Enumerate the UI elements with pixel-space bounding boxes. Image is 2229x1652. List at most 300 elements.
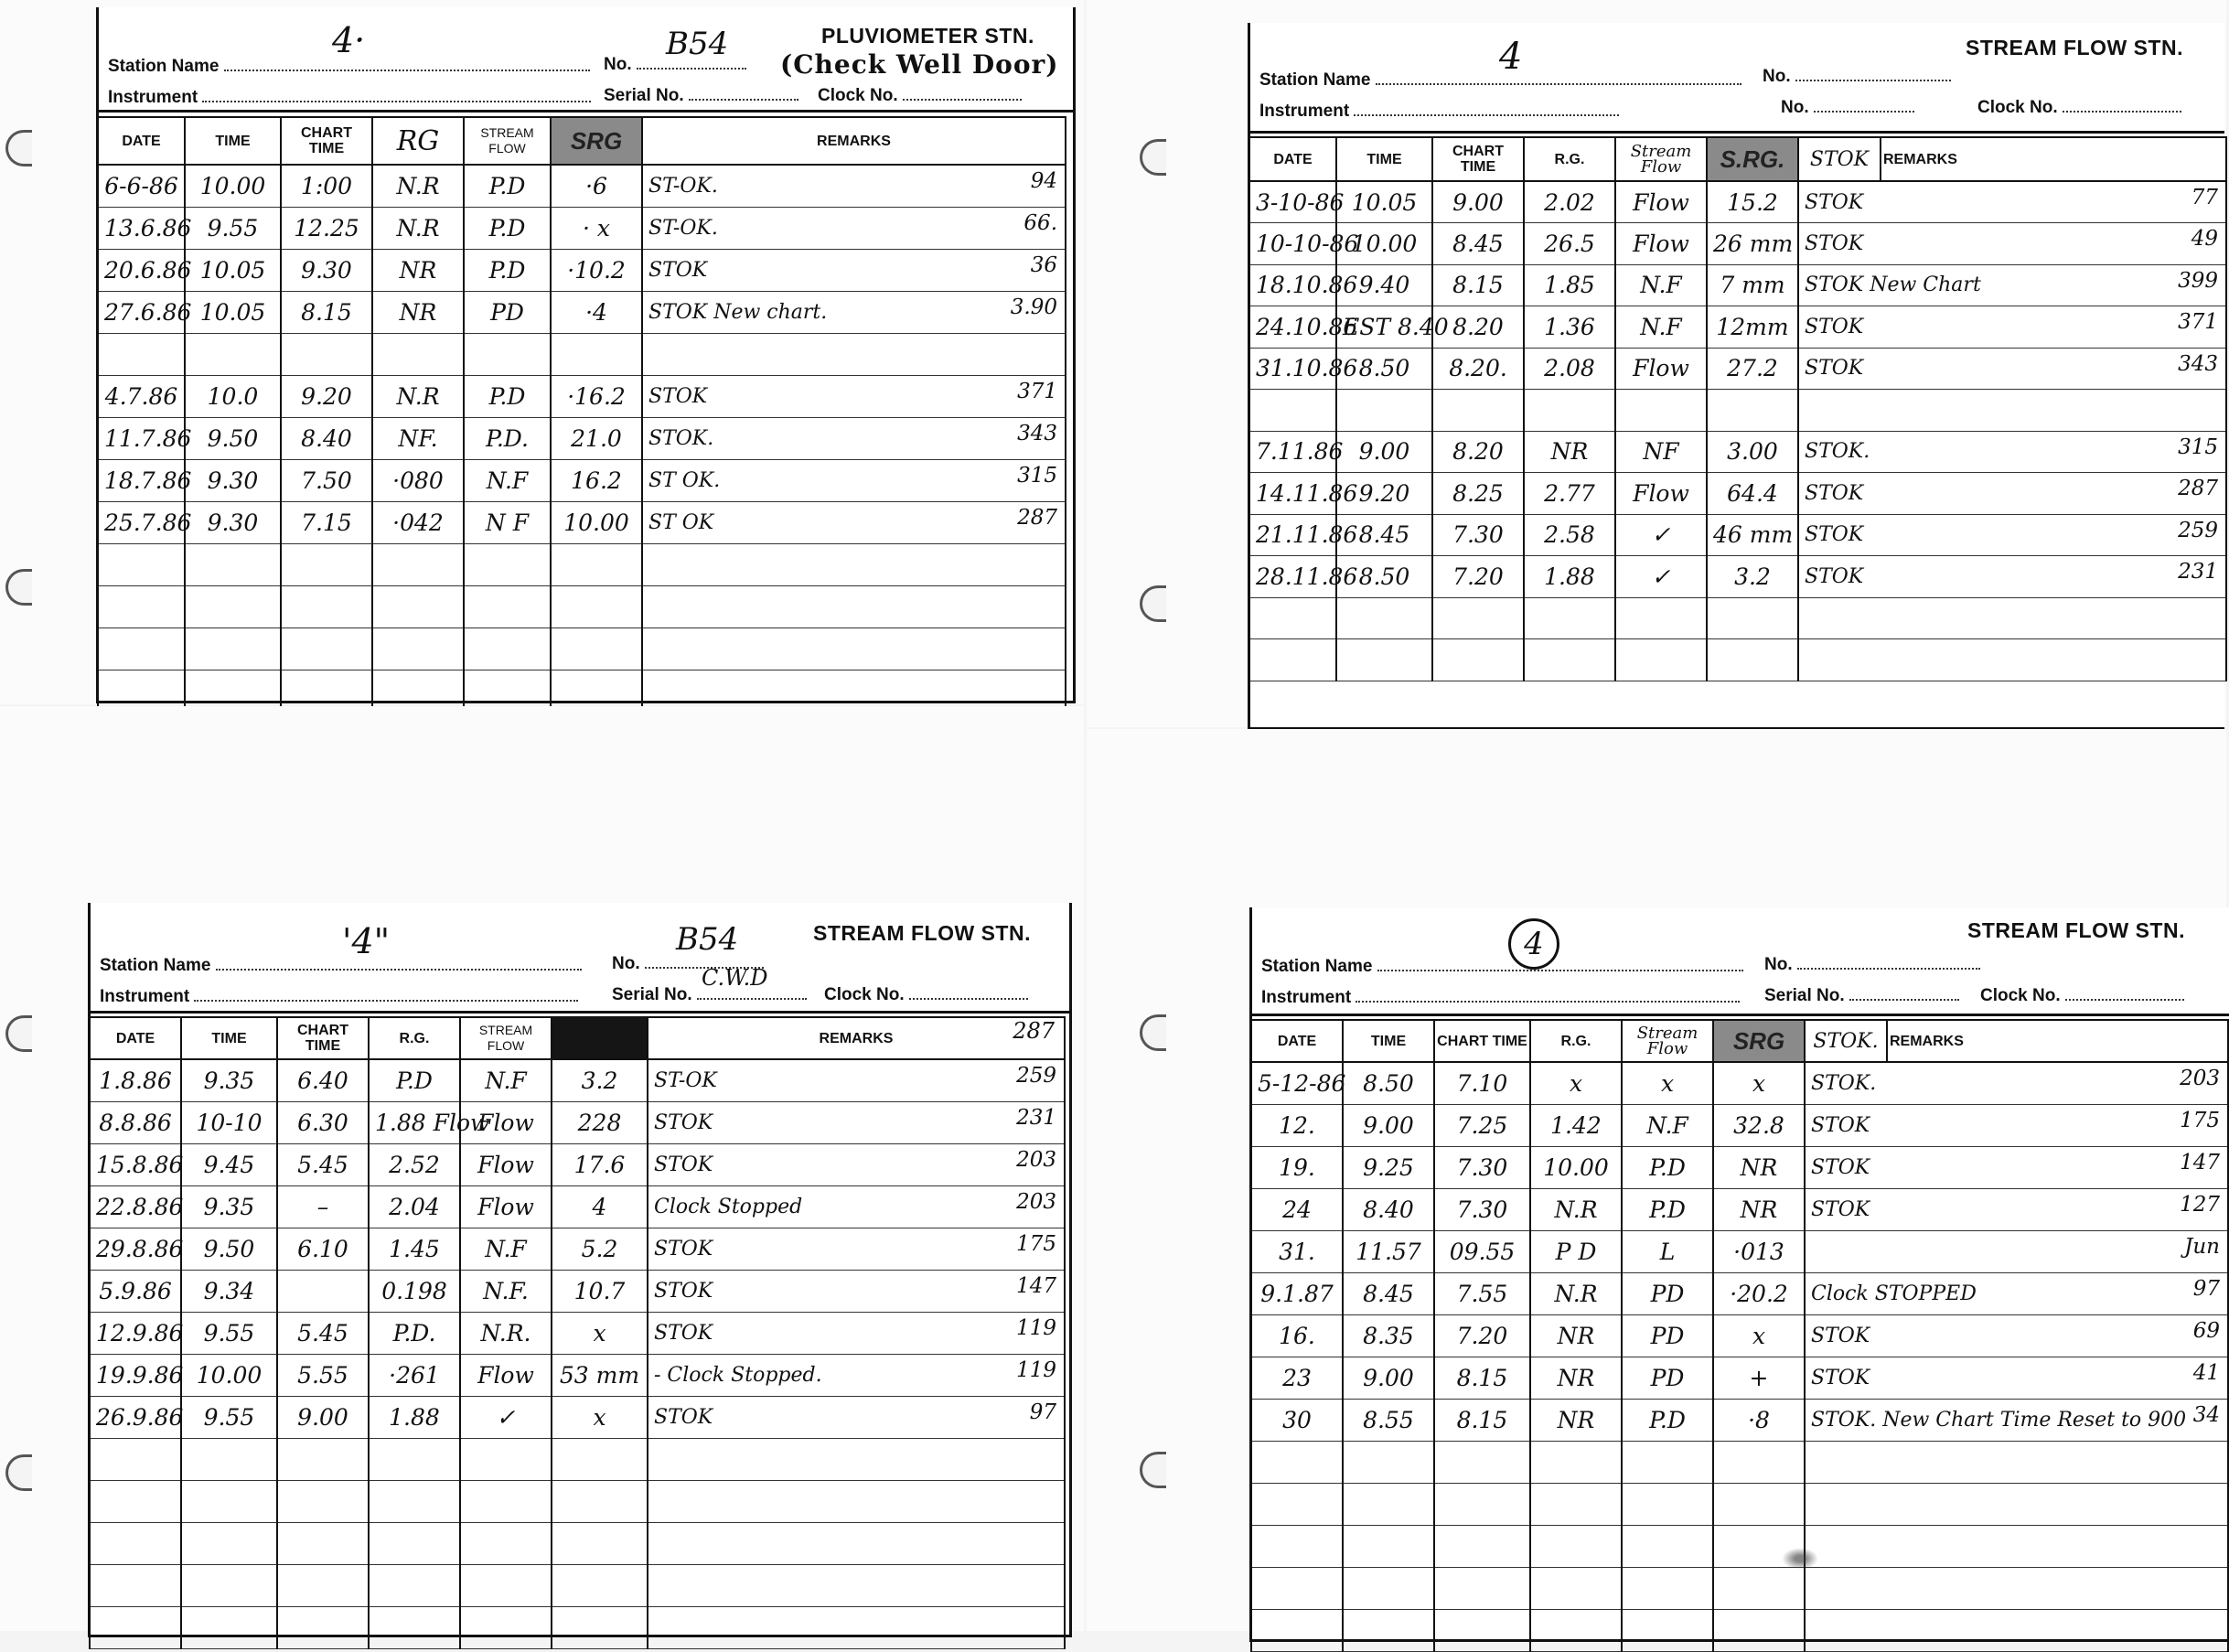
cell-srg: NR bbox=[1713, 1188, 1805, 1230]
cell-rg: NF. bbox=[372, 417, 464, 459]
cell-flow bbox=[460, 1480, 552, 1522]
cell-date bbox=[90, 1480, 181, 1522]
station-name-value: '4" bbox=[342, 921, 391, 961]
cell-srg: NR bbox=[1713, 1146, 1805, 1188]
col-srg: SRG bbox=[1713, 1020, 1805, 1062]
cell-remarks bbox=[1805, 1272, 2228, 1314]
cell-srg: + bbox=[1713, 1357, 1805, 1399]
cell-remarks bbox=[1798, 306, 2226, 349]
cell-srg: ·20.2 bbox=[1713, 1272, 1805, 1314]
table-row bbox=[98, 375, 1066, 417]
cell-time: 10.00 bbox=[181, 1354, 277, 1396]
table-row bbox=[98, 501, 1066, 543]
col-rg: R.G. bbox=[369, 1017, 460, 1059]
cell-rg: 2.52 bbox=[369, 1143, 460, 1185]
cell-time bbox=[181, 1480, 277, 1522]
cell-rg: N.R bbox=[1530, 1188, 1622, 1230]
log-table bbox=[1250, 1019, 2229, 1652]
log-table bbox=[97, 116, 1066, 713]
table-row bbox=[1251, 1314, 2228, 1357]
cell-flow: Flow bbox=[1615, 181, 1707, 223]
clock-label: Clock No. bbox=[818, 82, 1022, 106]
cell-rg: 10.00 bbox=[1530, 1146, 1622, 1188]
cell-remarks bbox=[648, 1606, 1065, 1648]
cell-remarks bbox=[648, 1059, 1065, 1101]
cell-srg: ·10.2 bbox=[551, 249, 642, 291]
instrument-label: Instrument bbox=[108, 84, 591, 108]
punch-hole bbox=[5, 1454, 32, 1491]
cell-date: 6-6-86 bbox=[98, 165, 185, 207]
cell-chart: 7.10 bbox=[1434, 1062, 1530, 1104]
log-rows bbox=[90, 1059, 1065, 1648]
cell-flow: ✓ bbox=[460, 1396, 552, 1438]
cell-time: 8.40 bbox=[1343, 1188, 1434, 1230]
header-rule bbox=[1252, 1014, 2229, 1016]
cell-rg: 2.08 bbox=[1524, 348, 1615, 390]
cell-srg bbox=[551, 543, 642, 585]
col-chart-time: CHART TIME bbox=[1434, 1020, 1530, 1062]
table-row bbox=[90, 1228, 1065, 1270]
cell-remarks bbox=[1805, 1357, 2228, 1399]
cell-time bbox=[1343, 1567, 1434, 1609]
running-total: 175 bbox=[2180, 1108, 2220, 1132]
cell-flow: N.R. bbox=[460, 1312, 552, 1354]
cell-srg: x bbox=[1713, 1062, 1805, 1104]
cell-remarks bbox=[642, 585, 1066, 628]
remarks-text: - Clock Stopped. bbox=[654, 1363, 822, 1387]
cell-chart: 8.20 bbox=[1432, 431, 1524, 473]
cell-chart bbox=[1432, 390, 1524, 432]
punch-hole bbox=[1140, 139, 1166, 176]
cell-remarks bbox=[1805, 1609, 2228, 1651]
cell-flow: P.D bbox=[464, 165, 551, 207]
remarks-text: STOK bbox=[654, 1110, 713, 1134]
remarks-text: STOK bbox=[654, 1279, 713, 1303]
table-row bbox=[98, 333, 1066, 375]
cell-flow bbox=[464, 543, 551, 585]
cell-date: 29.8.86 bbox=[90, 1228, 181, 1270]
cell-rg bbox=[1524, 639, 1615, 681]
cell-remarks bbox=[642, 501, 1066, 543]
cell-srg bbox=[552, 1522, 648, 1564]
cell-time: 9.50 bbox=[181, 1228, 277, 1270]
running-total: 41 bbox=[2192, 1360, 2220, 1385]
cell-remarks bbox=[642, 628, 1066, 670]
station-name-label: Station Name bbox=[1259, 67, 1741, 91]
cell-flow: N.F. bbox=[460, 1270, 552, 1312]
cell-date: 12.9.86 bbox=[90, 1312, 181, 1354]
log-card bbox=[1249, 907, 2229, 1642]
cell-srg: 53 mm bbox=[552, 1354, 648, 1396]
cell-rg: 1.85 bbox=[1524, 264, 1615, 306]
cell-time bbox=[1343, 1609, 1434, 1651]
table-row bbox=[1251, 1104, 2228, 1146]
table-row bbox=[1249, 181, 2226, 223]
cell-time: 9.00 bbox=[1343, 1357, 1434, 1399]
cell-date: 31. bbox=[1251, 1230, 1343, 1272]
table-row bbox=[1251, 1146, 2228, 1188]
cell-chart bbox=[1432, 639, 1524, 681]
cell-chart: 8.40 bbox=[281, 417, 372, 459]
cell-remarks bbox=[648, 1270, 1065, 1312]
cell-chart: 7.30 bbox=[1434, 1146, 1530, 1188]
cell-rg: 0.198 bbox=[369, 1270, 460, 1312]
cell-rg bbox=[1530, 1525, 1622, 1567]
cell-chart bbox=[277, 1480, 369, 1522]
cell-rg bbox=[1524, 390, 1615, 432]
col-stream-flow: Stream Flow bbox=[1622, 1020, 1713, 1062]
cell-remarks bbox=[642, 207, 1066, 249]
cell-date: 4.7.86 bbox=[98, 375, 185, 417]
cell-chart: 12.25 bbox=[281, 207, 372, 249]
cell-rg: NR bbox=[1530, 1314, 1622, 1357]
cell-flow: N.F bbox=[464, 459, 551, 501]
cell-chart: 7.55 bbox=[1434, 1272, 1530, 1314]
cell-date: 15.8.86 bbox=[90, 1143, 181, 1185]
cell-srg bbox=[1713, 1483, 1805, 1525]
cell-chart: 8.15 bbox=[1434, 1399, 1530, 1441]
remarks-text: STOK. bbox=[648, 426, 714, 450]
table-row bbox=[90, 1606, 1065, 1648]
station-type-title: PLUVIOMETER STN. bbox=[821, 24, 1034, 48]
cell-time bbox=[1336, 597, 1432, 639]
cell-srg: x bbox=[552, 1396, 648, 1438]
punch-hole bbox=[1140, 585, 1166, 622]
cell-flow bbox=[464, 333, 551, 375]
header-total: 287 bbox=[1013, 1018, 1055, 1044]
remarks-text: STOK bbox=[654, 1237, 713, 1260]
cell-srg: 27.2 bbox=[1707, 348, 1798, 390]
remarks-text: STOK bbox=[1811, 1113, 1870, 1137]
cell-srg: 64.4 bbox=[1707, 473, 1798, 515]
cell-date: 10-10-86 bbox=[1249, 223, 1336, 265]
cell-chart bbox=[281, 628, 372, 670]
remarks-text: Clock STOPPED bbox=[1811, 1282, 1977, 1305]
cell-srg bbox=[1707, 390, 1798, 432]
cell-rg bbox=[369, 1438, 460, 1480]
col-chart-time: CHART TIME bbox=[1432, 137, 1524, 181]
remarks-text: STOK bbox=[648, 384, 708, 408]
running-total: 203 bbox=[2180, 1067, 2220, 1090]
cell-date: 20.6.86 bbox=[98, 249, 185, 291]
no-label: No. bbox=[604, 51, 746, 75]
cell-remarks bbox=[648, 1312, 1065, 1354]
cell-date: 12. bbox=[1251, 1104, 1343, 1146]
cell-time: 9.35 bbox=[181, 1185, 277, 1228]
cell-rg bbox=[1530, 1483, 1622, 1525]
cell-date bbox=[1251, 1441, 1343, 1483]
cell-time: 10.0 bbox=[185, 375, 281, 417]
cell-flow: Flow bbox=[1615, 348, 1707, 390]
cell-date: 16. bbox=[1251, 1314, 1343, 1357]
cell-date: 5-12-86 bbox=[1251, 1062, 1343, 1104]
cell-rg bbox=[369, 1522, 460, 1564]
station-name-value: 4 bbox=[1508, 918, 1559, 970]
table-row bbox=[98, 417, 1066, 459]
table-row bbox=[1249, 390, 2226, 432]
cell-rg: ·261 bbox=[369, 1354, 460, 1396]
cell-time: 9.55 bbox=[181, 1396, 277, 1438]
cell-remarks bbox=[648, 1185, 1065, 1228]
cell-time: 9.00 bbox=[1336, 431, 1432, 473]
cell-time: 8.50 bbox=[1343, 1062, 1434, 1104]
cell-srg bbox=[1707, 597, 1798, 639]
table-row bbox=[1249, 597, 2226, 639]
serial-value: C.W.D bbox=[702, 965, 768, 991]
cell-chart bbox=[277, 1522, 369, 1564]
cell-srg bbox=[551, 628, 642, 670]
cell-date: 24 bbox=[1251, 1188, 1343, 1230]
cell-date: 25.7.86 bbox=[98, 501, 185, 543]
cell-chart: 5.55 bbox=[277, 1354, 369, 1396]
remarks-text: Clock Stopped bbox=[654, 1195, 803, 1218]
cell-remarks bbox=[642, 417, 1066, 459]
cell-date bbox=[98, 628, 185, 670]
cell-flow: Flow bbox=[460, 1143, 552, 1185]
cell-flow bbox=[460, 1522, 552, 1564]
cell-remarks bbox=[648, 1522, 1065, 1564]
remarks-text: ST-OK. bbox=[648, 174, 718, 198]
col-remarks: REMARKS bbox=[1887, 1020, 2228, 1062]
cell-date bbox=[1249, 390, 1336, 432]
cell-srg: 228 bbox=[552, 1101, 648, 1143]
cell-remarks bbox=[642, 249, 1066, 291]
cell-flow: L bbox=[1622, 1230, 1713, 1272]
station-name-value: 4· bbox=[332, 20, 366, 60]
cell-rg: ·042 bbox=[372, 501, 464, 543]
cell-remarks bbox=[642, 459, 1066, 501]
cell-date: 28.11.86 bbox=[1249, 556, 1336, 598]
cell-srg bbox=[552, 1564, 648, 1606]
cell-flow: N.F bbox=[460, 1228, 552, 1270]
cell-flow: ✓ bbox=[1615, 514, 1707, 556]
cell-flow: x bbox=[1622, 1062, 1713, 1104]
cell-time bbox=[185, 585, 281, 628]
cell-rg: 2.58 bbox=[1524, 514, 1615, 556]
cell-rg: 1.88 bbox=[1524, 556, 1615, 598]
col-time: TIME bbox=[1343, 1020, 1434, 1062]
cell-rg: 1.42 bbox=[1530, 1104, 1622, 1146]
table-row bbox=[98, 585, 1066, 628]
cell-flow bbox=[460, 1564, 552, 1606]
table-row bbox=[90, 1059, 1065, 1101]
cell-chart: 6.40 bbox=[277, 1059, 369, 1101]
cell-rg: 1.88 Flow bbox=[369, 1101, 460, 1143]
cell-chart: 7.20 bbox=[1432, 556, 1524, 598]
table-row bbox=[90, 1312, 1065, 1354]
cell-time: 9.30 bbox=[185, 459, 281, 501]
col-stream-flow: Stream Flow bbox=[1615, 137, 1707, 181]
cell-srg bbox=[551, 333, 642, 375]
running-total: 315 bbox=[1017, 463, 1057, 488]
cell-srg: 12mm bbox=[1707, 306, 1798, 349]
cell-remarks bbox=[648, 1228, 1065, 1270]
cell-remarks bbox=[1798, 473, 2226, 515]
cell-rg: N.R bbox=[1530, 1272, 1622, 1314]
col-blacked-out bbox=[552, 1017, 648, 1059]
cell-date: 14.11.86 bbox=[1249, 473, 1336, 515]
remarks-text: STOK bbox=[1805, 315, 1864, 338]
cell-rg: N.R bbox=[372, 375, 464, 417]
log-table bbox=[89, 1016, 1066, 1649]
table-row bbox=[90, 1270, 1065, 1312]
remarks-text: STOK bbox=[1805, 357, 1864, 381]
cell-srg: ·013 bbox=[1713, 1230, 1805, 1272]
table-row bbox=[90, 1143, 1065, 1185]
table-row bbox=[98, 165, 1066, 207]
cell-date bbox=[1249, 597, 1336, 639]
col-remarks: REMARKS bbox=[1881, 137, 2226, 181]
log-rows bbox=[1251, 1062, 2228, 1651]
cell-chart: 9.30 bbox=[281, 249, 372, 291]
cell-rg: ·080 bbox=[372, 459, 464, 501]
cell-srg: x bbox=[552, 1312, 648, 1354]
table-row bbox=[1251, 1609, 2228, 1651]
cell-flow: P.D. bbox=[464, 417, 551, 459]
cell-srg bbox=[1713, 1609, 1805, 1651]
running-total: Jun bbox=[2184, 1234, 2220, 1259]
cell-date bbox=[98, 585, 185, 628]
cell-chart: 9.20 bbox=[281, 375, 372, 417]
cell-chart: 8.15 bbox=[1434, 1357, 1530, 1399]
cell-srg: 3.2 bbox=[1707, 556, 1798, 598]
cell-rg: NR bbox=[1530, 1357, 1622, 1399]
remarks-text: ST-OK bbox=[654, 1068, 717, 1092]
serial-label: No. bbox=[1781, 94, 1914, 118]
table-row bbox=[90, 1396, 1065, 1438]
cell-chart: 6.10 bbox=[277, 1228, 369, 1270]
cell-date: 18.7.86 bbox=[98, 459, 185, 501]
table-row bbox=[90, 1564, 1065, 1606]
station-name-value: 4 bbox=[1499, 36, 1523, 78]
cell-flow: N F bbox=[464, 501, 551, 543]
cell-remarks bbox=[642, 375, 1066, 417]
log-card bbox=[1248, 23, 2224, 730]
ink-smudge bbox=[1782, 1548, 1818, 1570]
remarks-text: STOK bbox=[654, 1153, 713, 1176]
cell-chart bbox=[277, 1606, 369, 1648]
cell-rg: P.D. bbox=[369, 1312, 460, 1354]
cell-rg: x bbox=[1530, 1062, 1622, 1104]
col-rg: R.G. bbox=[1524, 137, 1615, 181]
table-row bbox=[98, 291, 1066, 333]
col-stok: STOK. bbox=[1805, 1020, 1887, 1062]
cell-date: 3-10-86 bbox=[1249, 181, 1336, 223]
running-total: 203 bbox=[1016, 1147, 1056, 1172]
running-total: 287 bbox=[1017, 505, 1057, 530]
cell-chart: 8.15 bbox=[281, 291, 372, 333]
cell-srg: 4 bbox=[552, 1185, 648, 1228]
cell-date bbox=[90, 1606, 181, 1648]
col-stream-flow: STREAM FLOW bbox=[460, 1017, 552, 1059]
table-row bbox=[1249, 639, 2226, 681]
cell-flow: PD bbox=[1622, 1357, 1713, 1399]
cell-chart: 8.45 bbox=[1432, 223, 1524, 265]
running-total: 69 bbox=[2192, 1318, 2220, 1343]
remarks-text: STOK bbox=[648, 258, 708, 282]
cell-flow bbox=[460, 1606, 552, 1648]
cell-chart: 6.30 bbox=[277, 1101, 369, 1143]
cell-date bbox=[90, 1522, 181, 1564]
cell-rg: 2.04 bbox=[369, 1185, 460, 1228]
remarks-heading: REMARKS bbox=[819, 1030, 894, 1046]
running-total: 36 bbox=[1030, 252, 1057, 277]
cell-srg bbox=[1707, 639, 1798, 681]
cell-remarks bbox=[1798, 348, 2226, 390]
remarks-text: ST OK. bbox=[648, 468, 721, 492]
cell-rg: NR bbox=[372, 291, 464, 333]
cell-remarks bbox=[648, 1101, 1065, 1143]
table-row bbox=[1251, 1357, 2228, 1399]
cell-time: 8.35 bbox=[1343, 1314, 1434, 1357]
cell-chart: 5.45 bbox=[277, 1143, 369, 1185]
cell-flow: P.D bbox=[1622, 1188, 1713, 1230]
cell-time bbox=[1343, 1525, 1434, 1567]
cell-remarks bbox=[1798, 556, 2226, 598]
cell-chart: 8.20. bbox=[1432, 348, 1524, 390]
cell-time: EST 8.40 bbox=[1336, 306, 1432, 349]
cell-time: 9.34 bbox=[181, 1270, 277, 1312]
cell-remarks bbox=[648, 1396, 1065, 1438]
col-srg: S.RG. bbox=[1707, 137, 1798, 181]
cell-time: 9.55 bbox=[181, 1312, 277, 1354]
remarks-text: STOK bbox=[1805, 231, 1864, 255]
cell-chart bbox=[277, 1564, 369, 1606]
cell-srg bbox=[551, 585, 642, 628]
cell-date bbox=[98, 543, 185, 585]
cell-flow: PD bbox=[464, 291, 551, 333]
cell-srg: ·4 bbox=[551, 291, 642, 333]
running-total: 97 bbox=[2192, 1276, 2220, 1301]
no-label: No. bbox=[1764, 951, 1980, 975]
cell-remarks bbox=[642, 543, 1066, 585]
col-time: TIME bbox=[185, 117, 281, 165]
running-total: 287 bbox=[2178, 477, 2218, 500]
cell-remarks bbox=[1805, 1314, 2228, 1357]
station-name-label: Station Name bbox=[100, 952, 582, 976]
no-label: No. bbox=[1763, 63, 1951, 87]
cell-time bbox=[1336, 639, 1432, 681]
table-row bbox=[90, 1438, 1065, 1480]
cell-time: 8.50 bbox=[1336, 348, 1432, 390]
table-row bbox=[1251, 1567, 2228, 1609]
station-name-label: Station Name bbox=[108, 53, 590, 77]
cell-time: 10.05 bbox=[1336, 181, 1432, 223]
cell-srg: · x bbox=[551, 207, 642, 249]
running-total: 34 bbox=[2192, 1402, 2220, 1427]
cell-remarks bbox=[648, 1354, 1065, 1396]
cell-time bbox=[181, 1438, 277, 1480]
cell-chart: 7.25 bbox=[1434, 1104, 1530, 1146]
cell-remarks bbox=[1798, 390, 2226, 432]
cell-remarks bbox=[1805, 1483, 2228, 1525]
header-rule bbox=[99, 110, 1073, 113]
cell-rg: N.R bbox=[372, 165, 464, 207]
header-rule bbox=[1250, 131, 2224, 134]
running-total: 3.90 bbox=[1010, 295, 1057, 319]
cell-flow bbox=[464, 628, 551, 670]
cell-chart: 09.55 bbox=[1434, 1230, 1530, 1272]
cell-srg: 21.0 bbox=[551, 417, 642, 459]
cell-flow: P.D bbox=[1622, 1146, 1713, 1188]
cell-date: 9.1.87 bbox=[1251, 1272, 1343, 1314]
cell-date bbox=[1251, 1567, 1343, 1609]
instrument-label: Instrument bbox=[1261, 984, 1740, 1008]
col-chart-time: CHART TIME bbox=[277, 1017, 369, 1059]
cell-time: 8.45 bbox=[1336, 514, 1432, 556]
cell-remarks bbox=[1798, 514, 2226, 556]
cell-flow: NF bbox=[1615, 431, 1707, 473]
